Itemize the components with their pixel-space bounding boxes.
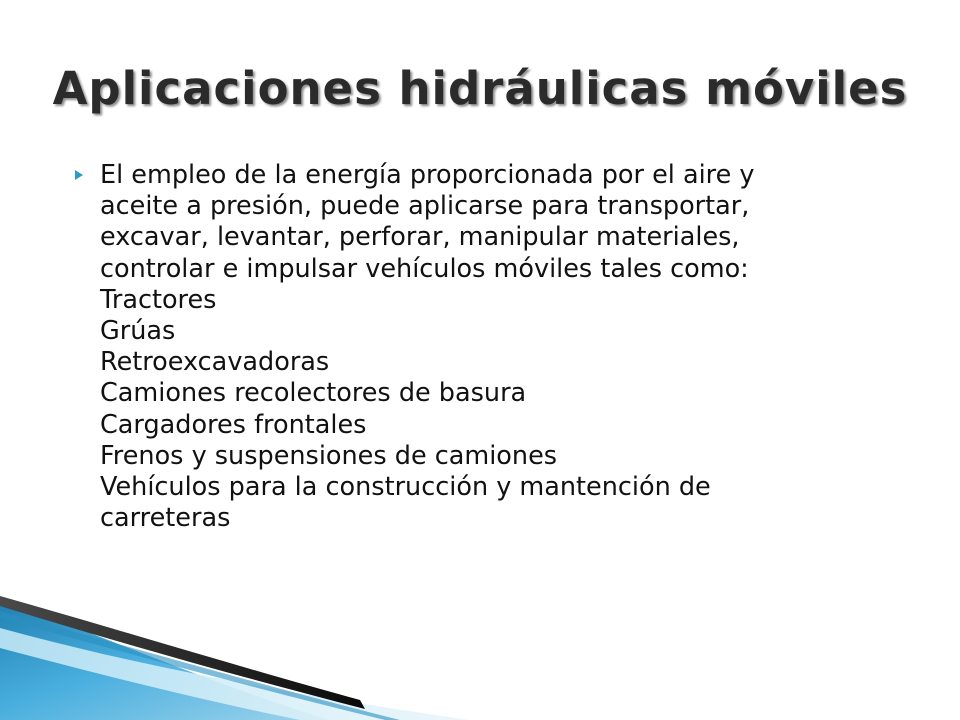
slide-body — [74, 160, 914, 534]
bullet-line: excavar, levantar, perforar, manipular materiales, — [100, 222, 740, 253]
slide-title: Aplicaciones hidráulicas móviles — [52, 62, 908, 115]
bullet-text — [100, 160, 914, 534]
vehicle-item: Camiones recolectores de basura — [100, 378, 527, 409]
vehicle-item: Vehículos para la construcción y mantención de — [100, 472, 711, 503]
vehicle-item: Grúas — [100, 316, 176, 347]
vehicle-item: Tractores — [100, 284, 217, 315]
vehicle-item: Retroexcavadoras — [100, 347, 330, 378]
bullet-line: aceite a presión, puede aplicarse para transportar, — [100, 191, 750, 222]
vehicle-item: carreteras — [100, 503, 231, 534]
triangle-right-icon — [74, 160, 100, 181]
bullet-line: El empleo de la energía proporcionada por el aire y — [100, 160, 755, 190]
bullet-line: controlar e impulsar vehículos móviles tales como: — [100, 253, 749, 284]
vehicle-item: Frenos y suspensiones de camiones — [100, 440, 558, 471]
bullet-item — [74, 160, 914, 534]
vehicle-item: Cargadores frontales — [100, 409, 367, 440]
